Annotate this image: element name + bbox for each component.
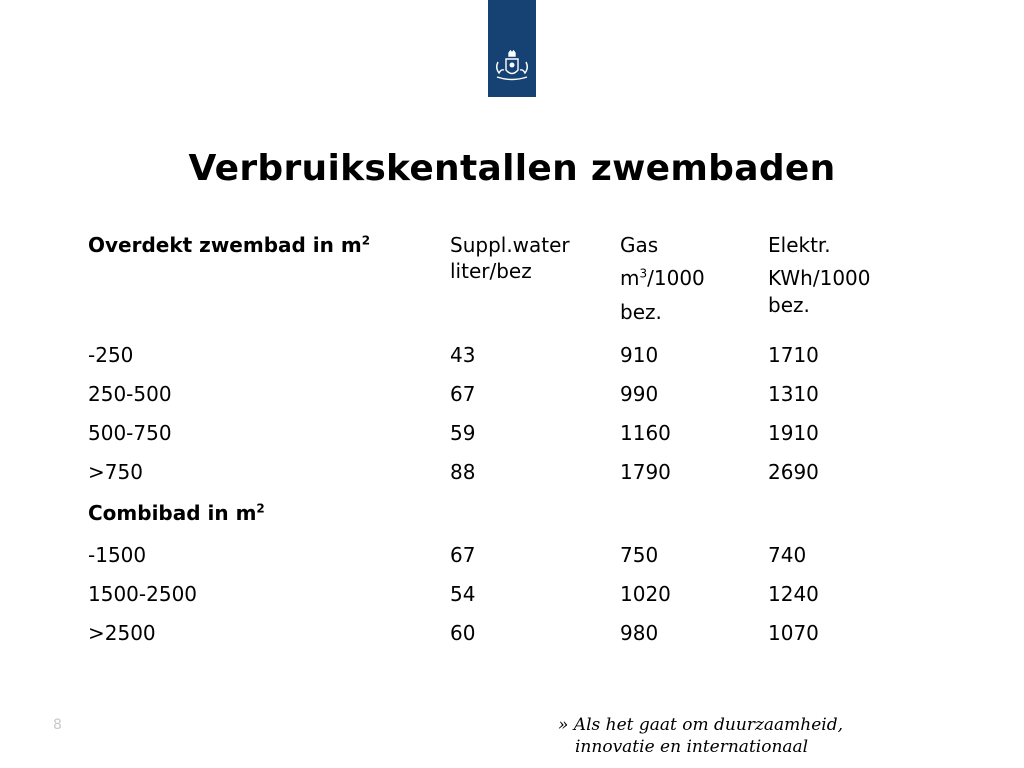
header-electricity: Elektr. KWh/1000 bez. [768,233,871,317]
cell-electricity: 1310 [768,382,819,406]
cell-size: 250-500 [88,382,172,406]
cell-electricity: 1240 [768,582,819,606]
cell-water: 67 [450,543,476,567]
cell-gas: 1160 [620,421,671,445]
cell-gas: 910 [620,343,659,367]
cell-electricity: 1910 [768,421,819,445]
tagline-line2: innovatie en internationaal [575,737,809,758]
header-gas: Gas $m^3/1000$ bez. [620,233,705,324]
cell-size: -250 [88,343,134,367]
header-pool-size: Overdekt zwembad in $m^2$ [88,233,371,257]
cell-size: >750 [88,460,143,484]
consumption-table [80,232,916,659]
cell-size: 500-750 [88,421,172,445]
table-row [80,581,916,620]
section-label-combibad: Combibad in $m^2$ [88,501,265,525]
cell-water: 88 [450,460,476,484]
cell-gas: 980 [620,621,659,645]
cell-water: 67 [450,382,476,406]
cell-size: -1500 [88,543,147,567]
cell-size: >2500 [88,621,156,645]
cell-water: 59 [450,421,476,445]
cell-size: 1500-2500 [88,582,198,606]
header-water: Suppl.water liter/bez [450,233,570,284]
page-title: Verbruikskentallen zwembaden [188,148,836,189]
footer-tagline [558,714,843,758]
cell-water: 43 [450,343,476,367]
page-number: 8 [53,717,62,733]
section-header-row [80,498,916,542]
table-row [80,381,916,420]
table-row [80,620,916,659]
cell-gas: 1020 [620,582,671,606]
table-row [80,542,916,581]
cell-electricity: 2690 [768,460,819,484]
table-row [80,420,916,459]
cell-gas: 750 [620,543,659,567]
cell-gas: 990 [620,382,659,406]
cell-electricity: 740 [768,543,807,567]
table-row [80,342,916,381]
coat-of-arms-icon [492,50,532,86]
cell-electricity: 1070 [768,621,819,645]
cell-gas: 1790 [620,460,671,484]
tagline-line1: » Als het gaat om duurzaamheid, [558,715,844,735]
table-row [80,459,916,498]
table-header-row [80,232,916,342]
logo-band [488,0,536,97]
cell-water: 60 [450,621,476,645]
cell-water: 54 [450,582,476,606]
cell-electricity: 1710 [768,343,819,367]
